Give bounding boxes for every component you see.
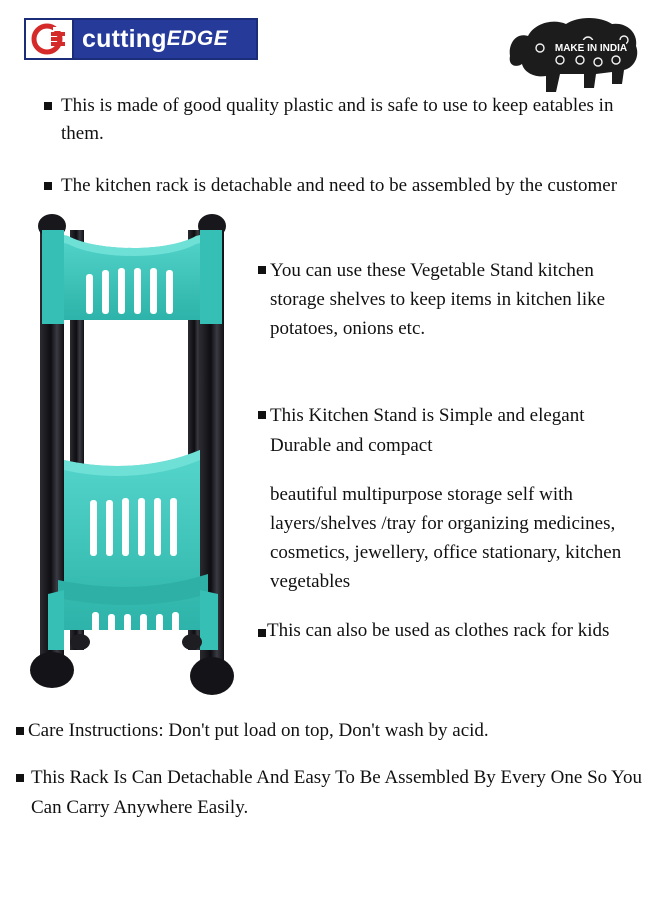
bullet-icon (16, 727, 24, 735)
bullet-icon (44, 102, 52, 110)
feature-quality-text: This is made of good quality plastic and is safe to use to keep eatables in them. (61, 95, 614, 144)
brand-wordmark (72, 20, 256, 58)
feature-design-text: This Kitchen Stand is Simple and elegant Durable and compact (270, 405, 585, 456)
brand-name-edge: EDGE (166, 27, 229, 50)
feature-use-text: You can use these Vegetable Stand kitchen storage shelves to keep items in kitchen like potatoes, onions etc. (270, 260, 606, 339)
feature-care-text: Care Instructions: Don't put load on top, Don't wash by acid. (28, 720, 489, 741)
feature-portable-text: This Rack Is Can Detachable And Easy To Be Assembled By Every One So You Can Carry Anywhere Easily. (31, 767, 642, 818)
brand-name-cutting: cutting (82, 24, 167, 53)
bullet-icon (16, 774, 24, 782)
brand-logo (24, 18, 258, 60)
bullet-icon (44, 182, 52, 190)
brand-mark-icon (26, 20, 72, 58)
lion-icon (500, 12, 642, 98)
ce-logo-icon (31, 23, 67, 55)
make-in-india-text: MAKE IN INDIA (554, 43, 628, 54)
feature-detachable-text: The kitchen rack is detachable and need to be assembled by the customer (61, 175, 618, 196)
vegetable-rack-illustration (28, 210, 238, 700)
bullet-icon (258, 266, 266, 274)
bullet-icon (258, 411, 266, 419)
feature-multipurpose: beautiful multipurpose storage self with layers/shelves /tray for organizing medicines, cosmetics, jewellery, office stationary, kitchen vegetables (270, 484, 622, 592)
make-in-india-badge (500, 12, 642, 98)
bullet-icon (258, 629, 266, 637)
feature-clothes-text: This can also be used as clothes rack for kids (267, 620, 610, 641)
product-image-rack (28, 210, 238, 700)
